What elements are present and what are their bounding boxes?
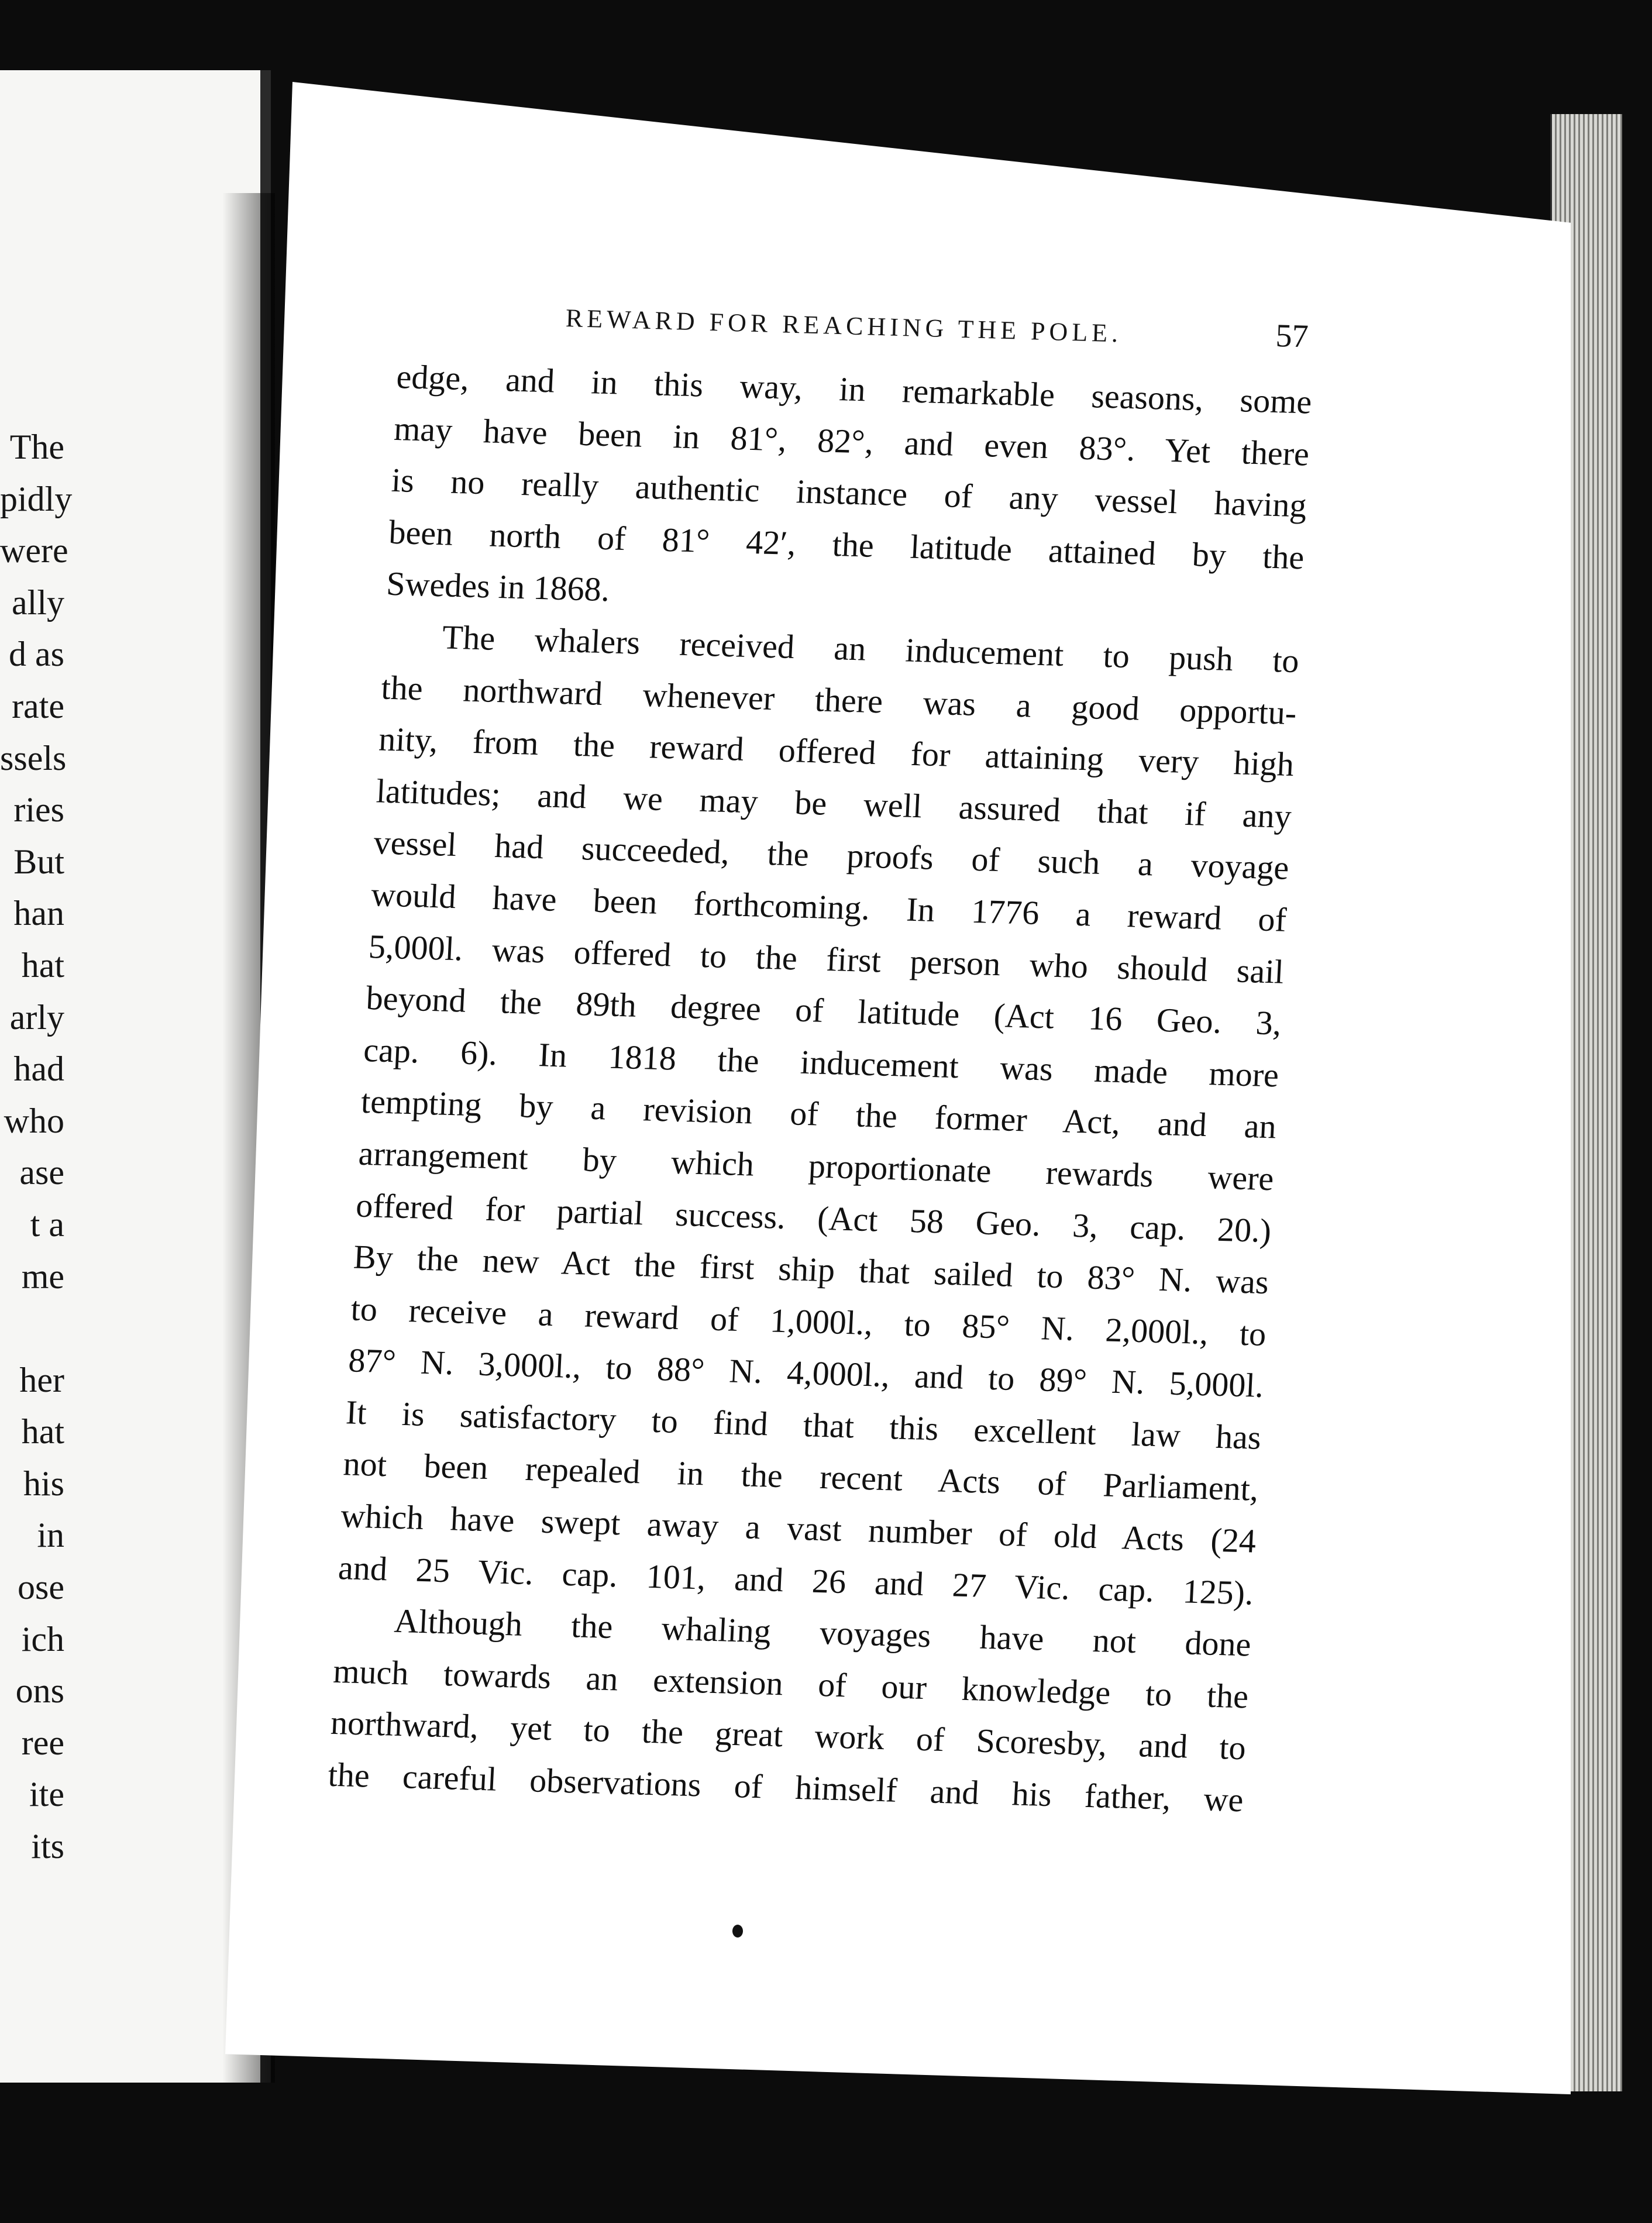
text-line: cap. 6). In 1818 the inducement was made more — [363, 1030, 1280, 1095]
left-fragment: me — [21, 1257, 64, 1296]
text-line: which have swept away a vast number of old Acts (24 — [340, 1496, 1257, 1560]
text-line: arrangement by which proportionate rewards were — [357, 1134, 1275, 1198]
left-fragment: in — [37, 1516, 64, 1555]
left-fragment: his — [23, 1464, 64, 1503]
text-line: Although the whaling voyages have not done — [393, 1601, 1252, 1664]
left-fragment: its — [31, 1827, 64, 1866]
left-fragment: her — [19, 1360, 64, 1399]
left-fragment: ree — [21, 1723, 64, 1762]
text-line: may have been in 81°, 82°, and even 83°. Yet there — [393, 409, 1310, 473]
left-fragment: who — [4, 1101, 64, 1140]
left-fragment: rate — [12, 686, 64, 725]
ink-speck — [732, 1925, 743, 1938]
left-fragment: t a — [30, 1205, 64, 1244]
text-line: nity, from the reward offered for attaining very high — [377, 720, 1295, 784]
text-line: vessel had succeeded, the proofs of such a voyage — [373, 823, 1290, 887]
text-line: is no really authentic instance of any vessel having — [390, 461, 1308, 525]
text-line: been north of 81° 42′, the latitude attained by the — [388, 512, 1305, 577]
left-fragment: d as — [9, 635, 64, 674]
left-fragment: ite — [29, 1775, 64, 1814]
text-line: offered for partial success. (Act 58 Geo. 3, cap. 20.) — [355, 1186, 1272, 1250]
text-line: and 25 Vic. cap. 101, and 26 and 27 Vic. cap. 125). — [337, 1548, 1255, 1612]
text-line: Swedes in 1868. — [385, 565, 611, 609]
paragraph — [385, 351, 1313, 635]
text-line: 5,000l. was offered to the first person who should sail — [367, 927, 1285, 991]
text-line: edge, and in this way, in remarkable seasons, some — [395, 357, 1313, 421]
text-line: much towards an extension of our knowledge to the — [332, 1651, 1250, 1716]
left-fragment: The — [9, 428, 64, 466]
text-line: tempting by a revision of the former Act, and an — [360, 1082, 1278, 1146]
left-fragment: had — [13, 1049, 64, 1089]
left-fragment: ose — [18, 1568, 64, 1607]
text-line: It is satisfactory to find that this excellent law has — [345, 1393, 1262, 1457]
text-line: northward, yet to the great work of Scoresby, and to — [329, 1704, 1247, 1767]
left-fragment: ries — [13, 790, 64, 830]
page-number: 57 — [1275, 317, 1309, 355]
text-line: latitudes; and we may be well assured that if any — [375, 772, 1293, 835]
text-line: would have been forthcoming. In 1776 a reward of — [370, 875, 1288, 939]
running-head: REWARD FOR REACHING THE POLE. — [565, 303, 1123, 348]
left-fragment: ase — [19, 1153, 64, 1192]
text-line: beyond the 89th degree of latitude (Act 16 Geo. 3, — [365, 979, 1282, 1042]
paragraph — [327, 1594, 1252, 1826]
text-line: By the new Act the first ship that sailed to 83° N. was — [352, 1237, 1270, 1302]
left-fragment: arly — [9, 997, 64, 1037]
text-line: to receive a reward of 1,000l., to 85° N. 2,000l., to — [350, 1289, 1267, 1353]
left-page-text-fragments — [0, 421, 73, 1873]
left-fragment: ally — [12, 583, 64, 622]
text-line: not been repealed in the recent Acts of Parliament, — [342, 1444, 1259, 1509]
left-fragment: ich — [21, 1619, 64, 1658]
left-fragment — [0, 1302, 64, 1354]
left-fragment: were — [0, 531, 68, 570]
paragraph — [337, 610, 1300, 1619]
left-fragment: hat — [21, 945, 64, 985]
text-line: The whalers received an inducement to push to — [441, 618, 1300, 680]
left-fragment: ons — [15, 1671, 64, 1711]
left-fragment: hat — [21, 1412, 64, 1451]
left-fragment: But — [13, 842, 64, 881]
text-line: 87° N. 3,000l., to 88° N. 4,000l., and to 89° N. 5,000l. — [347, 1341, 1265, 1405]
left-fragment: pidly — [0, 479, 73, 518]
left-fragment: ssels — [0, 738, 67, 777]
text-line: the careful observations of himself and his father, we — [327, 1755, 1244, 1819]
text-line: the northward whenever there was a good opportu- — [380, 668, 1297, 732]
left-fragment: han — [13, 894, 64, 933]
body-text — [327, 351, 1313, 1826]
